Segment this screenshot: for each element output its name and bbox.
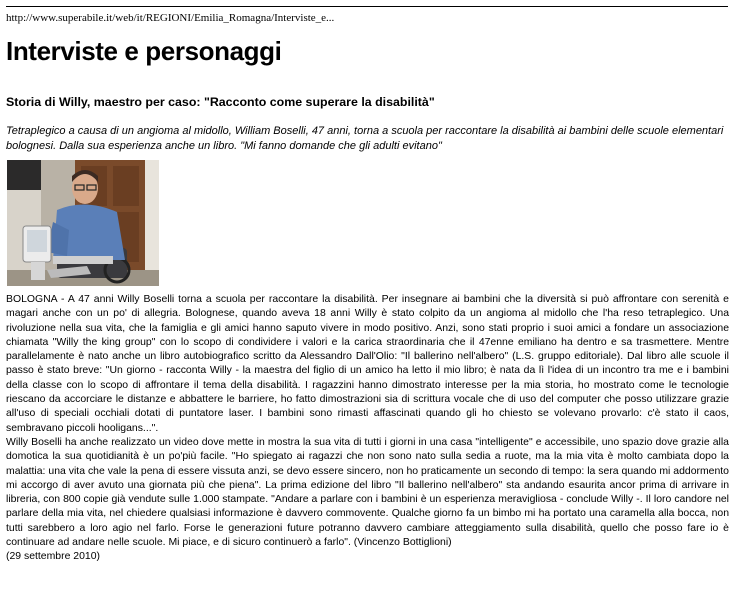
portrait-illustration [7,160,159,286]
article-photo [7,160,159,286]
article-lead: Tetraplegico a causa di un angioma al midollo, William Boselli, 47 anni, torna a scuola per raccontare la disabilità ai bambini delle scuole elementari bolognesi. Dalla sua esperienza anche un libro. "Mi fanno domande che gli adulti evitano" [6,125,724,152]
page-title: Interviste e personaggi [6,36,282,66]
top-rule [6,6,728,7]
article-body [6,293,729,565]
article-date: (29 settembre 2010) [6,551,100,563]
article-paragraph-1: BOLOGNA - A 47 anni Willy Boselli torna a scuola per raccontare la disabilità. Per insegnare ai bambini che la diversità si può affrontare con serenità e magari anche con un po' di allegria. Bolognese, quando aveva 18 anni Willy è stato colpito da un angioma al midollo che l'ha reso tetraplegico. Una rivoluzione nella sua vita, che la famiglia e gli amici hanno saputo vivere in modo positivo. Anzi, sono stati proprio i suoi amici a fondare un associazione chiamata "Willy the king group" con lo scopo di condividere i valori e la carica straordinaria che il 47enne emiliano ha dentro e sa trasmettere. Mentre parallelamente è nato anche un libro autobiografico scritto da Alessandro Dall'Olio: "Il ballerino nell'albero" (L.S. gruppo editoriale). Dal libro alle scuole il passo è stato breve: "Un giorno - racconta Willy - la maestra del figlio di un amico ha letto il mio libro; è nata da lì l'idea di un incontro tra me e i bambini della classe con lo scopo di affrontare il tema della disabilità. I ragazzini hanno dimostrato interesse per la mia storia, ho mostrato come le tecnologie riescano da accorciare le distanze e abbattere le barriere, ho fatto dimostrazioni sia di scrittura vocale che di uso del computer che posso utilizzare grazie all'uso di speciali occhiali dotati di puntatore laser. I bambini sono rimasti affascinati quando gli ho chiesto se volevano provarlo: c'è stato il caos, sembravano piccoli hooligans...". [6,294,729,434]
article-headline: Storia di Willy, maestro per caso: "Racconto come superare la disabilità" [6,95,435,109]
page-url: http://www.superabile.it/web/it/REGIONI/Emilia_Romagna/Interviste_e... [6,12,335,24]
article-paragraph-2: Willy Boselli ha anche realizzato un video dove mette in mostra la sua vita di tutti i giorni in una casa "intelligente" e accessibile, uno spazio dove grazie alla domotica la sua quotidianità è un po'più facile. "Ho spiegato ai ragazzi che non sono nato sulla sedia a ruote, ma la mia vita è molto cambiata dopo la malattia: una vita che vale la pena di essere vissuta anzi, se devo essere sincero, non ho praticamente un secondo di tempo: la sera quando mi addormento mi accorgo di aver avuto una giornata più che piena". La prima edizione del libro "Il ballerino nell'albero" sta andando esaurita ancor prima di arrivare in libreria, con 800 copie già vendute sulle 1.000 stampate. "Andare a parlare con i bambini è un esperienza meravigliosa - conclude Willy -. Il loro candore nel parlare della mia vita, nel chiedere qualsiasi informazione è davvero commovente. Qualche giorno fa un bimbo mi ha portato una caramella alla bocca, non tutti sarebbero a loro agio nel farlo. Forse le generazioni future potranno davvero cambiare atteggiamento sulla disabilità, quello che posso fare io è continuare ad andare nelle scuole. Mi piace, e di sicuro continuerò a farlo". (Vincenzo Bottiglioni) [6,436,729,549]
